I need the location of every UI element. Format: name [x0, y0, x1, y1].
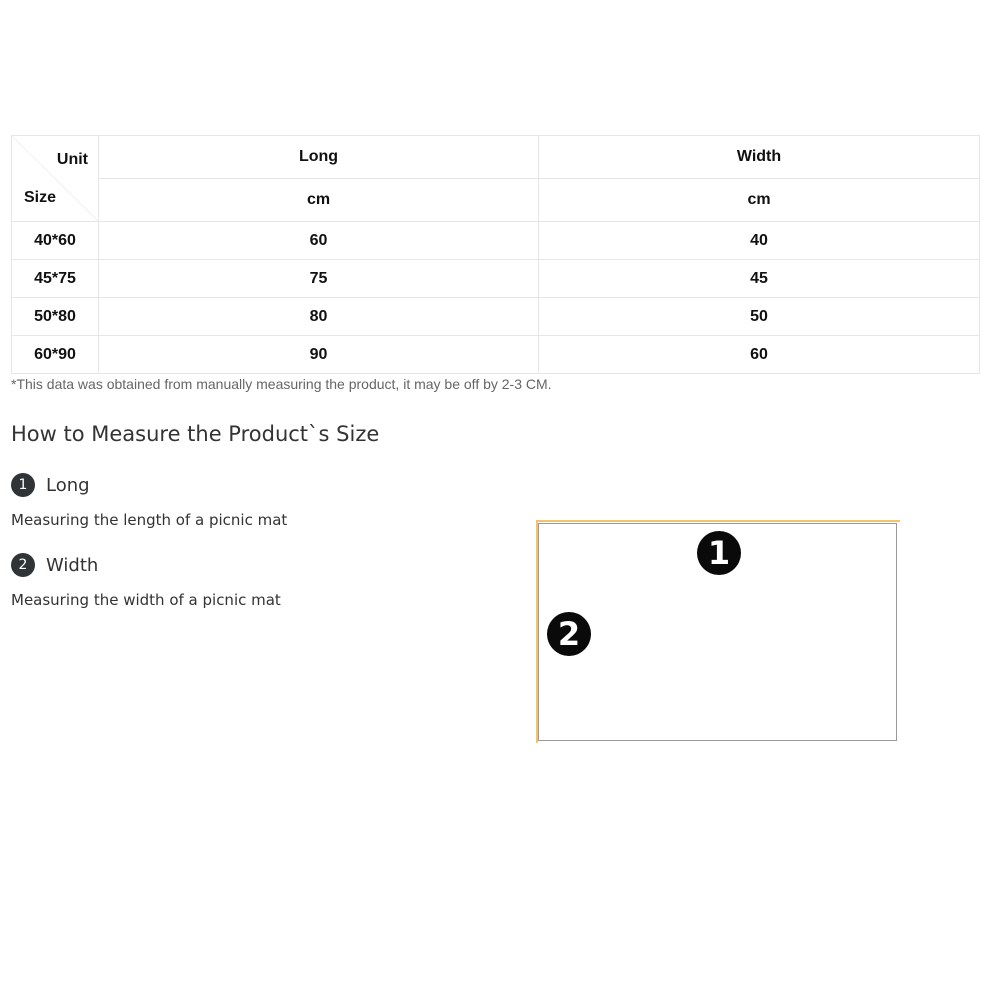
measurement-footnote: *This data was obtained from manually measuring the product, it may be off by 2-3 CM. [11, 376, 552, 392]
long-cell: 75 [99, 260, 539, 298]
step-label: Width [46, 554, 99, 576]
step-number-badge: 2 [11, 553, 35, 577]
table-header-row [12, 136, 980, 179]
length-marker: 1 [697, 531, 741, 575]
step-description: Measuring the width of a picnic mat [11, 591, 281, 609]
width-cell: 40 [539, 222, 980, 260]
table-row [12, 298, 980, 336]
table-row [12, 260, 980, 298]
width-marker: 2 [547, 612, 591, 656]
corner-unit-label: Unit [56, 151, 88, 168]
table-unit-row [12, 179, 980, 222]
column-header-long: Long [99, 136, 539, 179]
step-long [11, 473, 90, 497]
size-cell: 60*90 [12, 336, 99, 374]
table-row [12, 222, 980, 260]
unit-long: cm [99, 179, 539, 222]
length-edge-highlight [537, 520, 900, 522]
size-cell: 50*80 [12, 298, 99, 336]
guide-title: How to Measure the Product`s Size [11, 422, 380, 446]
step-number-badge: 1 [11, 473, 35, 497]
step-width [11, 553, 98, 577]
width-cell: 45 [539, 260, 980, 298]
unit-width: cm [539, 179, 980, 222]
size-cell: 40*60 [12, 222, 99, 260]
width-cell: 60 [539, 336, 980, 374]
width-cell: 50 [539, 298, 980, 336]
step-label: Long [46, 474, 90, 496]
table-corner-cell [12, 136, 99, 222]
corner-size-label: Size [24, 189, 57, 206]
table-row [12, 336, 980, 374]
long-cell: 80 [99, 298, 539, 336]
long-cell: 60 [99, 222, 539, 260]
long-cell: 90 [99, 336, 539, 374]
step-description: Measuring the length of a picnic mat [11, 511, 288, 529]
size-cell: 45*75 [12, 260, 99, 298]
size-table [11, 135, 980, 374]
column-header-width: Width [539, 136, 980, 179]
